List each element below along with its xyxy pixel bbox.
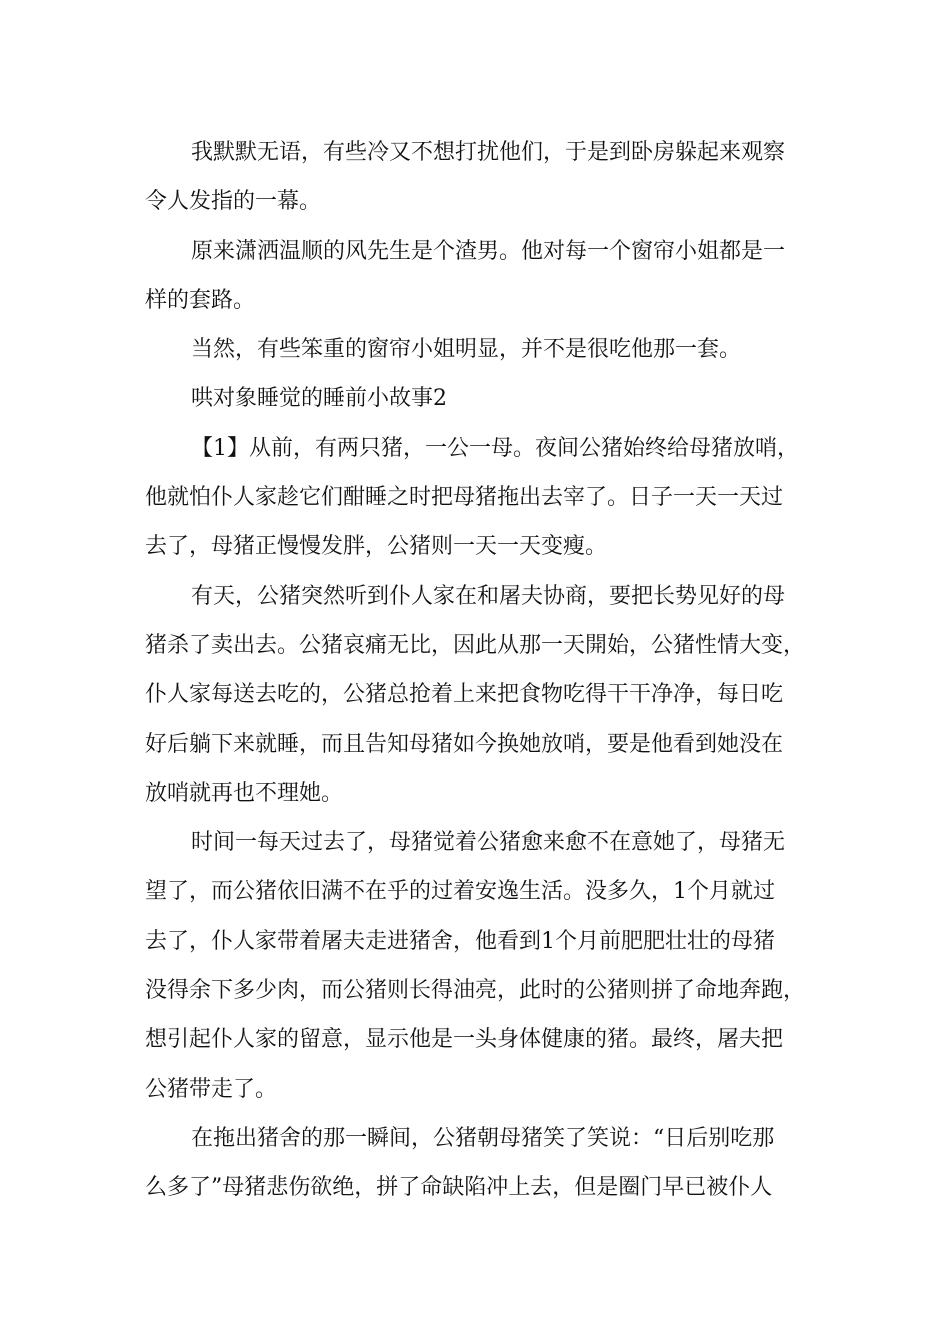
paragraph-line: 望了，而公猪依旧满不在乎的过着安逸生活。没多久，1个月就过 [145, 879, 775, 905]
document-body [145, 128, 810, 1213]
paragraph-line: 去了，仆人家带着屠夫走进猪舍，他看到1个月前肥肥壮壮的母猪 [145, 928, 775, 954]
paragraph-line: 时间一每天过去了，母猪觉着公猪愈来愈不在意她了，母猪无 [191, 830, 786, 856]
paragraph-line: 我默默无语，有些冷又不想打扰他们，于是到卧房躲起来观察 [191, 140, 786, 165]
paragraph-line: 放哨就再也不理她。 [145, 780, 344, 806]
paragraph-line: 仆人家每送去吃的，公猪总抢着上来把食物吃得干干净净，每日吃 [145, 682, 784, 708]
section-heading: 哄对象睡觉的睡前小故事2 [191, 386, 447, 412]
paragraph-line: 好后躺下来就睡，而且告知母猪如今换她放哨，要是他看到她没在 [145, 731, 784, 757]
paragraph-line: 想引起仆人家的留意，显示他是一头身体健康的猪。最终，屠夫把 [145, 1027, 784, 1053]
paragraph-line: 样的套路。 [145, 287, 256, 313]
paragraph-line: 没得余下多少肉，而公猪则长得油亮，此时的公猪则拼了命地奔跑， [145, 978, 806, 1004]
paragraph-line: 猪杀了卖出去。公猪哀痛无比，因此从那一天開始，公猪性情大变， [145, 632, 806, 658]
paragraph-line: 去了，母猪正慢慢发胖，公猪则一天一天变瘦。 [145, 534, 608, 560]
paragraph-line: 【1】从前，有两只猪，一公一母。夜间公猪始终给母猪放哨， [191, 435, 799, 461]
paragraph-line: 原来潇洒温顺的风先生是个渣男。他对每一个窗帘小姐都是一 [191, 238, 786, 264]
paragraph-line: 令人发指的一幕。 [145, 189, 322, 215]
paragraph-line: 有天，公猪突然听到仆人家在和屠夫协商，要把长势见好的母 [191, 583, 786, 609]
paragraph-line: 公猪带走了。 [145, 1076, 278, 1102]
paragraph-line: 他就怕仆人家趁它们酣睡之时把母猪拖出去宰了。日子一天一天过 [145, 485, 784, 511]
paragraph-line: 在拖出猪舍的那一瞬间，公猪朝母猪笑了笑说：“日后别吃那 [191, 1125, 775, 1151]
paragraph-line: 当然，有些笨重的窗帘小姐明显，并不是很吃他那一套。 [191, 337, 742, 363]
paragraph-line: 么多了”母猪悲伤欲绝，拼了命缺陷冲上去，但是圈门早已被仆人 [145, 1175, 773, 1201]
